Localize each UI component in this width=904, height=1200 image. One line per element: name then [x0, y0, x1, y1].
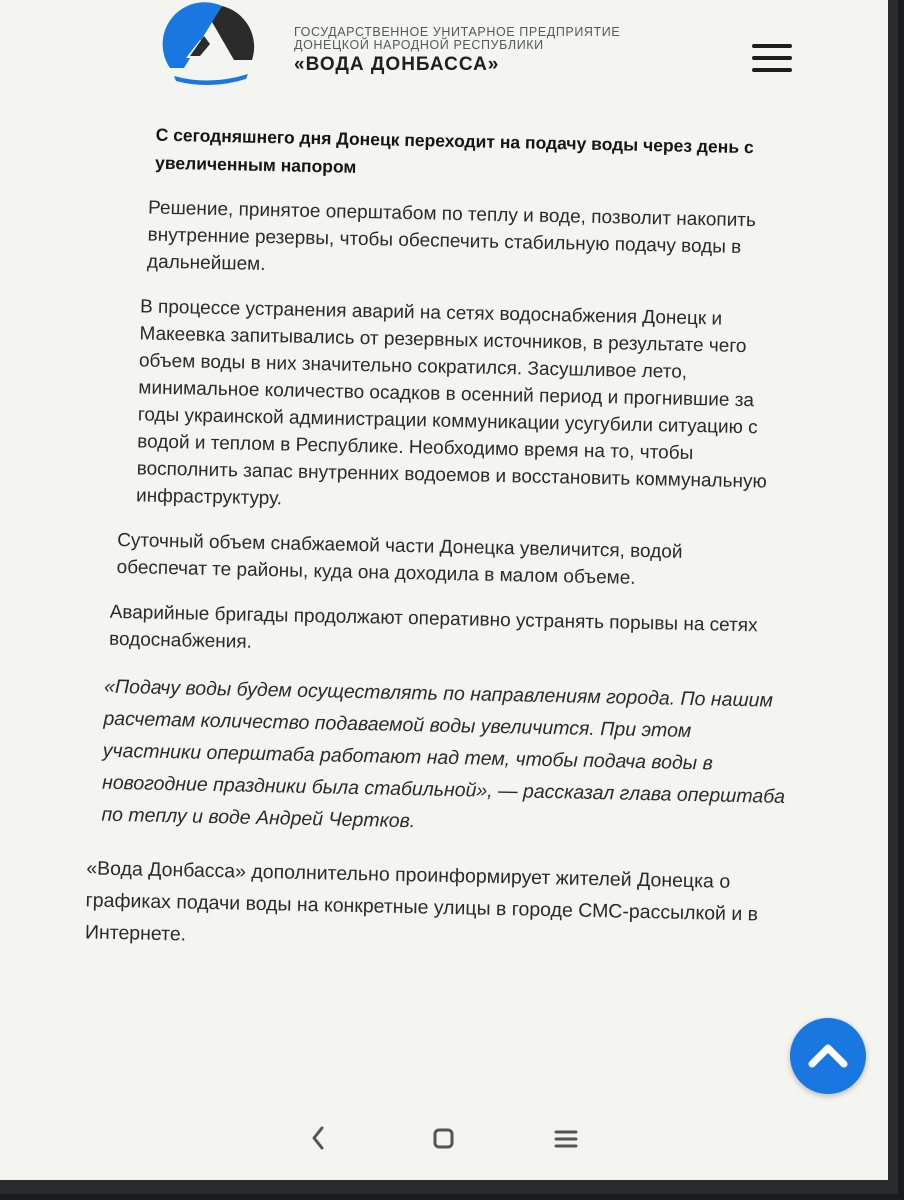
- nav-home-button[interactable]: [424, 1118, 464, 1158]
- nav-recents-button[interactable]: [546, 1118, 586, 1158]
- logo[interactable]: [160, 0, 260, 88]
- org-subtitle-line2: ДОНЕЦКОЙ НАРОДНОЙ РЕСПУБЛИКИ: [294, 38, 544, 52]
- site-header: [0, 0, 888, 100]
- system-navbar: [0, 1100, 888, 1180]
- article-headline: С сегодняшнего дня Донецк переходит на подачу воды через день с увеличенным напором: [154, 124, 754, 177]
- back-icon: [298, 1118, 338, 1158]
- article-paragraph: В процессе устранения аварий на сетях водоснабжения Донецк и Макеевка запитывались от резервных источников, в результате чего объем воды в них значительно сократился. Засушливое лето, минимальное количество осадков в осенний период и прогнившие за годы украинской администрации коммуникации усугубили ситуацию с водой и теплом в Республике. Необходимо время на то, чтобы восполнить запас внутренних водоемов и восстановить коммунальную инфраструктуру.: [135, 296, 767, 510]
- menu-button[interactable]: [752, 44, 792, 74]
- logo-icon: [160, 0, 260, 88]
- recents-icon: [546, 1118, 586, 1158]
- hamburger-menu-icon: [752, 44, 792, 72]
- article-paragraph: Аварийные бригады продолжают оперативно устранять порывы на сетях водоснабжения.: [108, 601, 758, 653]
- nav-back-button[interactable]: [298, 1118, 338, 1158]
- scroll-to-top-button[interactable]: [790, 1018, 866, 1094]
- article-closing: «Вода Донбасса» дополнительно проинформирует жителей Донецка о графиках подачи воды на конкретные улицы в городе СМС-рассылкой и в Интернете.: [84, 857, 759, 946]
- org-subtitle-line1: ГОСУДАРСТВЕННОЕ УНИТАРНОЕ ПРЕДПРИЯТИЕ: [294, 25, 621, 39]
- article-paragraph: Суточный объем снабжаемой части Донецка увеличится, водой обеспечат те районы, куда она доходила в малом объеме.: [116, 529, 683, 589]
- chevron-up-icon: [808, 1038, 848, 1074]
- article: [84, 120, 814, 981]
- article-paragraph: Решение, принятое оперштабом по теплу и воде, позволит накопить внутренние резервы, чтобы обеспечить стабильную подачу воды в дальнейшем.: [146, 197, 757, 275]
- home-icon: [424, 1118, 464, 1158]
- org-name: «ВОДА ДОНБАССА»: [294, 54, 500, 75]
- article-quote: «Подачу воды будем осуществлять по направлениям города. По нашим расчетам количество подаваемой воды увеличится. При этом участники оперштаба работают над тем, чтобы подача воды в новогодние праздники была стабильной», — рассказал глава оперштаба по теплу и воде Андрей Чертков.: [101, 675, 786, 833]
- org-subtitle: [294, 26, 620, 52]
